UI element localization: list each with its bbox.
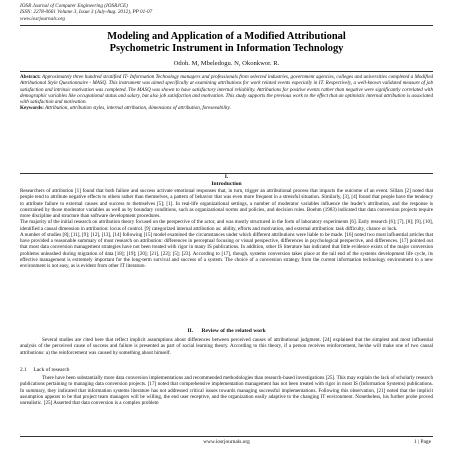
subsection-body (20, 375, 433, 406)
section-number: I. (224, 174, 229, 180)
title-line-2: Psychometric Instrument in Information Technology (109, 43, 344, 55)
related-work-body (20, 337, 433, 356)
paper-title (30, 31, 423, 55)
abstract (20, 74, 433, 112)
footer-url: www.iosrjournals.org (203, 439, 250, 445)
subsection-number: 2.1 (20, 367, 27, 373)
introduction-body (20, 188, 433, 269)
subsection-heading (20, 367, 69, 373)
paragraph: A number of studies [8]; [11], [9]; [12], [13], [14] following [15] model examined the circumstances under which different attributions were liable to be made. [16] noted two most influential articles that have provided a reasonable summary of most research on attribution: differences in perceptual focusing or visual perspective, differences in psychological perspective, and differences. [17] pointed out that most data conversion management strategies have not been treated with rigor in many IS publications. In addition, other IS literature has indicated that little evidence exists of the major conversion problems unleashed during migration of data [18]; [19]; [20]; [21], [22]; [5]; [23]. According to [17], though, systems conversion takes place at the tail end of the systems development life cycle, its effective management is extremely important for the long-term survival and success of a system. The choice of a conversion strategy from the current information technology environment to a new environment is not easy, as is evident from other IT literature. (20, 231, 433, 269)
section-heading-introduction (20, 174, 433, 188)
title-line-1: Modeling and Application of a Modified Attributional (107, 31, 346, 42)
issn-line: ISSN: 2278-0661 Volume 3, Issue 3 (July-Aug. 2012), PP 01-07 (20, 9, 153, 16)
abstract-label: Abstract: (20, 74, 41, 80)
paragraph: There have been substantially more data conversion implementations and recommended methodologies than research-based investigations [25]. This may explain the lack of scholarly research publications pertaining to managing data conversion projects. [17] noted that comprehensive implementation management has not been treated with rigor in most IS (Information Systems) publications. In summary, they indicated that information systems literature has not addressed critical issues towards managing successful implementations. Following this observation, [21] noted that the implicit assumption appears to be that project team managers will be willing, the end user receptive, and the organization easily adaptive to the changing IT environment. Nonetheless, his further probe proved unrealistic. [25] Asserted that data conversion is a complex problem (20, 375, 433, 406)
paragraph: Several studies are cited here that reflect implicit assumptions about differences between perceived causes of attributional judgment. [24] explained that the simplest and most influential analysis of the perceived cause of success and failure is presented as part of social learning theory. According to this theory, if a person receives reinforcement, he/she will make one of two causal attributions: a) the reinforcement was caused by something about himself. (20, 337, 433, 356)
journal-header (20, 3, 152, 22)
paragraph: Researchers of attribution [1] found that both failure and success activate emotional responses that, in turn, trigger an attributional process that impacts the outcome of an event. Sillars [2] noted that people tend to attribute negative effects to others rather than themselves, a pattern of behavior that was even more frequent in a stressful situation. Similarly, [3], [4] found that people have the tendency to attribute failure to external causes and success to themselves [5]; [1]. In real-life organizational settings, a number of moderator variables influence the leader's attribution, and the response is constrained by those moderator variables as well as by boundary conditions, such as organizational norms and policies, and decision rules. Boehm (1983) indicated that data conversion projects require more discipline and structure than software development procedures. (20, 188, 433, 219)
section-number: II. (187, 328, 194, 334)
section-heading-related-work (20, 328, 433, 335)
section-title: Introduction (211, 181, 242, 187)
journal-name: IOSR Journal of Computer Engineering (IOSRJCE) (20, 3, 128, 9)
abstract-box (20, 71, 433, 174)
page-number: 1 | Page (414, 439, 431, 445)
paragraph: The majority of the initial research on attribution theory focused on the perspective of the actor, and was mostly structured in the form of laboratory experiments [6]. Early research [6]; [7], [8]; [9], [10], identified a causal dimension in attribution: locus of control. [9] categorized internal attribution as: ability, efforts and motivation, and external attribution: task difficulty, chance or luck. (20, 219, 433, 232)
subsection-title: Lack of research (33, 367, 70, 373)
keywords-text: Attribution, attribution styles, internal attribution, dimensions of attribution, foreseeability. (44, 105, 231, 112)
abstract-text: Approximately three hundred stratified IT- Information Technology managers and professionals from selected industries, government agencies, colleges and universities completed a Modified Attributional Style Questionnaire - MASQ. This instrument was aimed specifically at examining attributions for work related events especially in IT. Respectively, a well-known validated measure of job satisfaction and intrinsic motivation was completed. The MASQ was shown to have satisfactory internal reliability. Attributions for positive events rather than negative were significantly correlated with demographic variables like occupational status and salary, but also job satisfaction and motivation. This study supports the previous work to the effect that an optimistic internal attribution is associated with satisfaction and motivation. (20, 74, 433, 105)
keywords-label: Keywords: (20, 105, 44, 112)
authors: Odoh. M, Mbeledogu. N, Okonkwor. R. (173, 60, 280, 67)
section-title: Review of the related work (201, 328, 266, 334)
journal-site: www.iosrjournals.org (20, 15, 65, 22)
footer-rule (20, 436, 433, 437)
header-rule (20, 25, 433, 26)
